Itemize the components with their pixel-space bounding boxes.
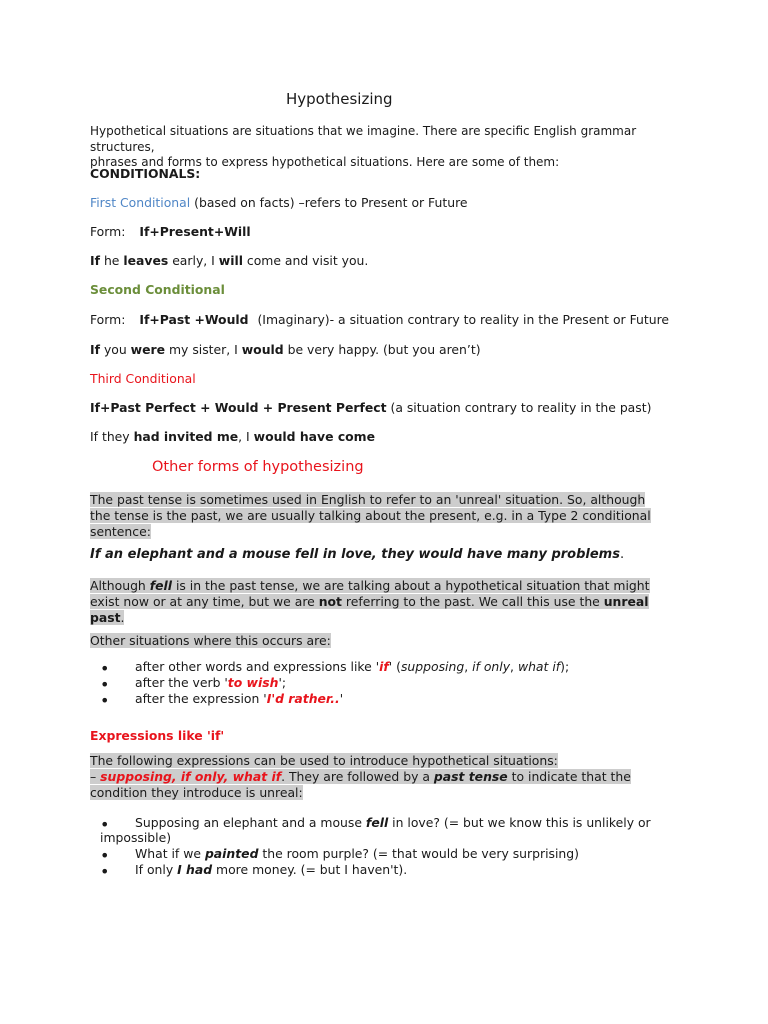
item-text: if only	[472, 659, 511, 674]
item-text: what if	[517, 659, 561, 674]
item-text: if	[379, 659, 389, 674]
conditionals-heading: CONDITIONALS:	[90, 166, 201, 181]
item-text: the room purple? (= that would be very surprising)	[258, 846, 579, 861]
para-line: the tense is the past, we are usually talking about the present, e.g. in a Type 2 conditional	[90, 508, 651, 523]
para-text: . They are followed by a	[281, 769, 434, 784]
para-text: fell	[149, 578, 173, 593]
intro-paragraph	[90, 124, 670, 171]
expressions-heading: Expressions like 'if'	[90, 728, 225, 743]
expressions-paragraph	[90, 753, 680, 801]
ex-word: If	[90, 342, 101, 357]
intro-line-2: phrases and forms to express hypothetical situations. Here are some of them:	[90, 155, 560, 169]
para-text: past tense	[433, 769, 508, 784]
item-text: fell	[365, 815, 389, 830]
first-example	[90, 253, 368, 268]
ex-text: he	[100, 253, 124, 268]
para-text: exist now or at any time, but we are	[90, 594, 319, 609]
other-situations-line	[90, 633, 331, 649]
ex-word: leaves	[123, 253, 169, 268]
para-text: unreal	[603, 594, 649, 609]
ex-word: were	[130, 342, 166, 357]
ex-word: had invited me	[133, 429, 239, 444]
although-paragraph	[90, 578, 680, 626]
para-line: The past tense is sometimes used in English to refer to an 'unreal' situation. So, although	[90, 492, 646, 507]
bullet-icon: •	[100, 659, 110, 678]
item-text: I had	[177, 862, 213, 877]
item-text: in love? (= but we know this is unlikely or	[388, 815, 651, 830]
para-text: past	[90, 610, 121, 625]
item-text: more money. (= but I haven't).	[212, 862, 408, 877]
second-example	[90, 342, 481, 357]
expressions-list	[90, 815, 690, 885]
para-text: .	[120, 610, 125, 625]
third-example	[90, 429, 375, 444]
para-line: condition they introduce is unreal:	[90, 785, 303, 800]
ex-word: would	[241, 342, 284, 357]
item-text: What if we	[135, 846, 205, 861]
para-text: is in the past tense, we are talking about a hypothetical situation that might	[172, 578, 650, 593]
para-text: supposing, if only, what if	[100, 769, 282, 784]
ex-word: If	[90, 253, 101, 268]
elephant-example	[90, 547, 624, 562]
third-form: If+Past Perfect + Would + Present Perfect	[90, 400, 387, 415]
item-text: ,	[510, 659, 518, 674]
example-text: If an elephant and a mouse	[90, 547, 295, 562]
item-text: ,	[464, 659, 473, 674]
bullet-icon: •	[100, 846, 110, 865]
para-text: –	[90, 769, 101, 784]
item-text: Supposing an elephant and a mouse	[135, 815, 366, 830]
para-line: Other situations where this occurs are:	[90, 633, 331, 648]
first-form: If+Present+Will	[139, 224, 251, 239]
item-text: after the expression '	[135, 691, 267, 706]
intro-line-1: Hypothetical situations are situations that we imagine. There are specific English grammar structures,	[90, 124, 637, 154]
item-text: ';	[278, 675, 287, 690]
past-tense-paragraph	[90, 492, 680, 540]
ex-text: you	[100, 342, 131, 357]
item-text: to wish	[227, 675, 279, 690]
third-form-desc: (a situation contrary to reality in the past)	[386, 400, 652, 415]
second-form: If+Past +Would	[139, 312, 249, 327]
second-form-label: Form:	[90, 312, 126, 327]
ex-text: If they	[90, 429, 134, 444]
item-text: If only	[135, 862, 178, 877]
first-form-line	[90, 224, 251, 239]
first-conditional-label: First Conditional	[90, 195, 191, 210]
ex-text: come and visit you.	[242, 253, 369, 268]
para-text: referring to the past. We call this use the	[341, 594, 604, 609]
ex-text: my sister, I	[165, 342, 242, 357]
para-text: to indicate that the	[507, 769, 631, 784]
para-text: not	[318, 594, 342, 609]
second-form-line	[90, 312, 669, 327]
third-conditional-label: Third Conditional	[90, 371, 196, 386]
ex-text: be very happy. (but you aren’t)	[283, 342, 481, 357]
third-form-line	[90, 400, 651, 415]
ex-text: , I	[238, 429, 254, 444]
bullet-icon: •	[100, 815, 110, 834]
page-title: Hypothesizing	[286, 90, 393, 108]
item-text: '	[339, 691, 344, 706]
other-forms-heading: Other forms of hypothesizing	[152, 459, 364, 475]
ex-word: will	[218, 253, 243, 268]
first-conditional-desc: (based on facts) –refers to Present or Future	[190, 195, 468, 210]
para-line: The following expressions can be used to introduce hypothetical situations:	[90, 753, 558, 768]
bullet-icon: •	[100, 862, 110, 881]
item-text: after other words and expressions like '	[135, 659, 380, 674]
item-text: ' (	[388, 659, 401, 674]
item-text: I'd rather..	[266, 691, 340, 706]
para-line: sentence:	[90, 524, 151, 539]
bullet-icon: •	[100, 691, 110, 710]
item-text: after the verb '	[135, 675, 228, 690]
ex-text: early, I	[168, 253, 219, 268]
second-form-desc: (Imaginary)- a situation contrary to reality in the Present or Future	[257, 312, 670, 327]
item-text: painted	[204, 846, 259, 861]
situations-list	[90, 659, 690, 709]
example-text: fell in love, they would	[294, 547, 463, 562]
ex-word: would have come	[253, 429, 375, 444]
item-text: impossible)	[100, 830, 172, 845]
first-conditional-line	[90, 195, 468, 210]
first-form-label: Form:	[90, 224, 126, 239]
bullet-icon: •	[100, 675, 110, 694]
item-text: );	[560, 659, 570, 674]
example-text: have many problems	[462, 547, 620, 562]
second-conditional-label: Second Conditional	[90, 282, 225, 297]
para-text: Although	[90, 578, 150, 593]
item-text: supposing	[400, 659, 465, 674]
example-text: .	[619, 547, 625, 562]
